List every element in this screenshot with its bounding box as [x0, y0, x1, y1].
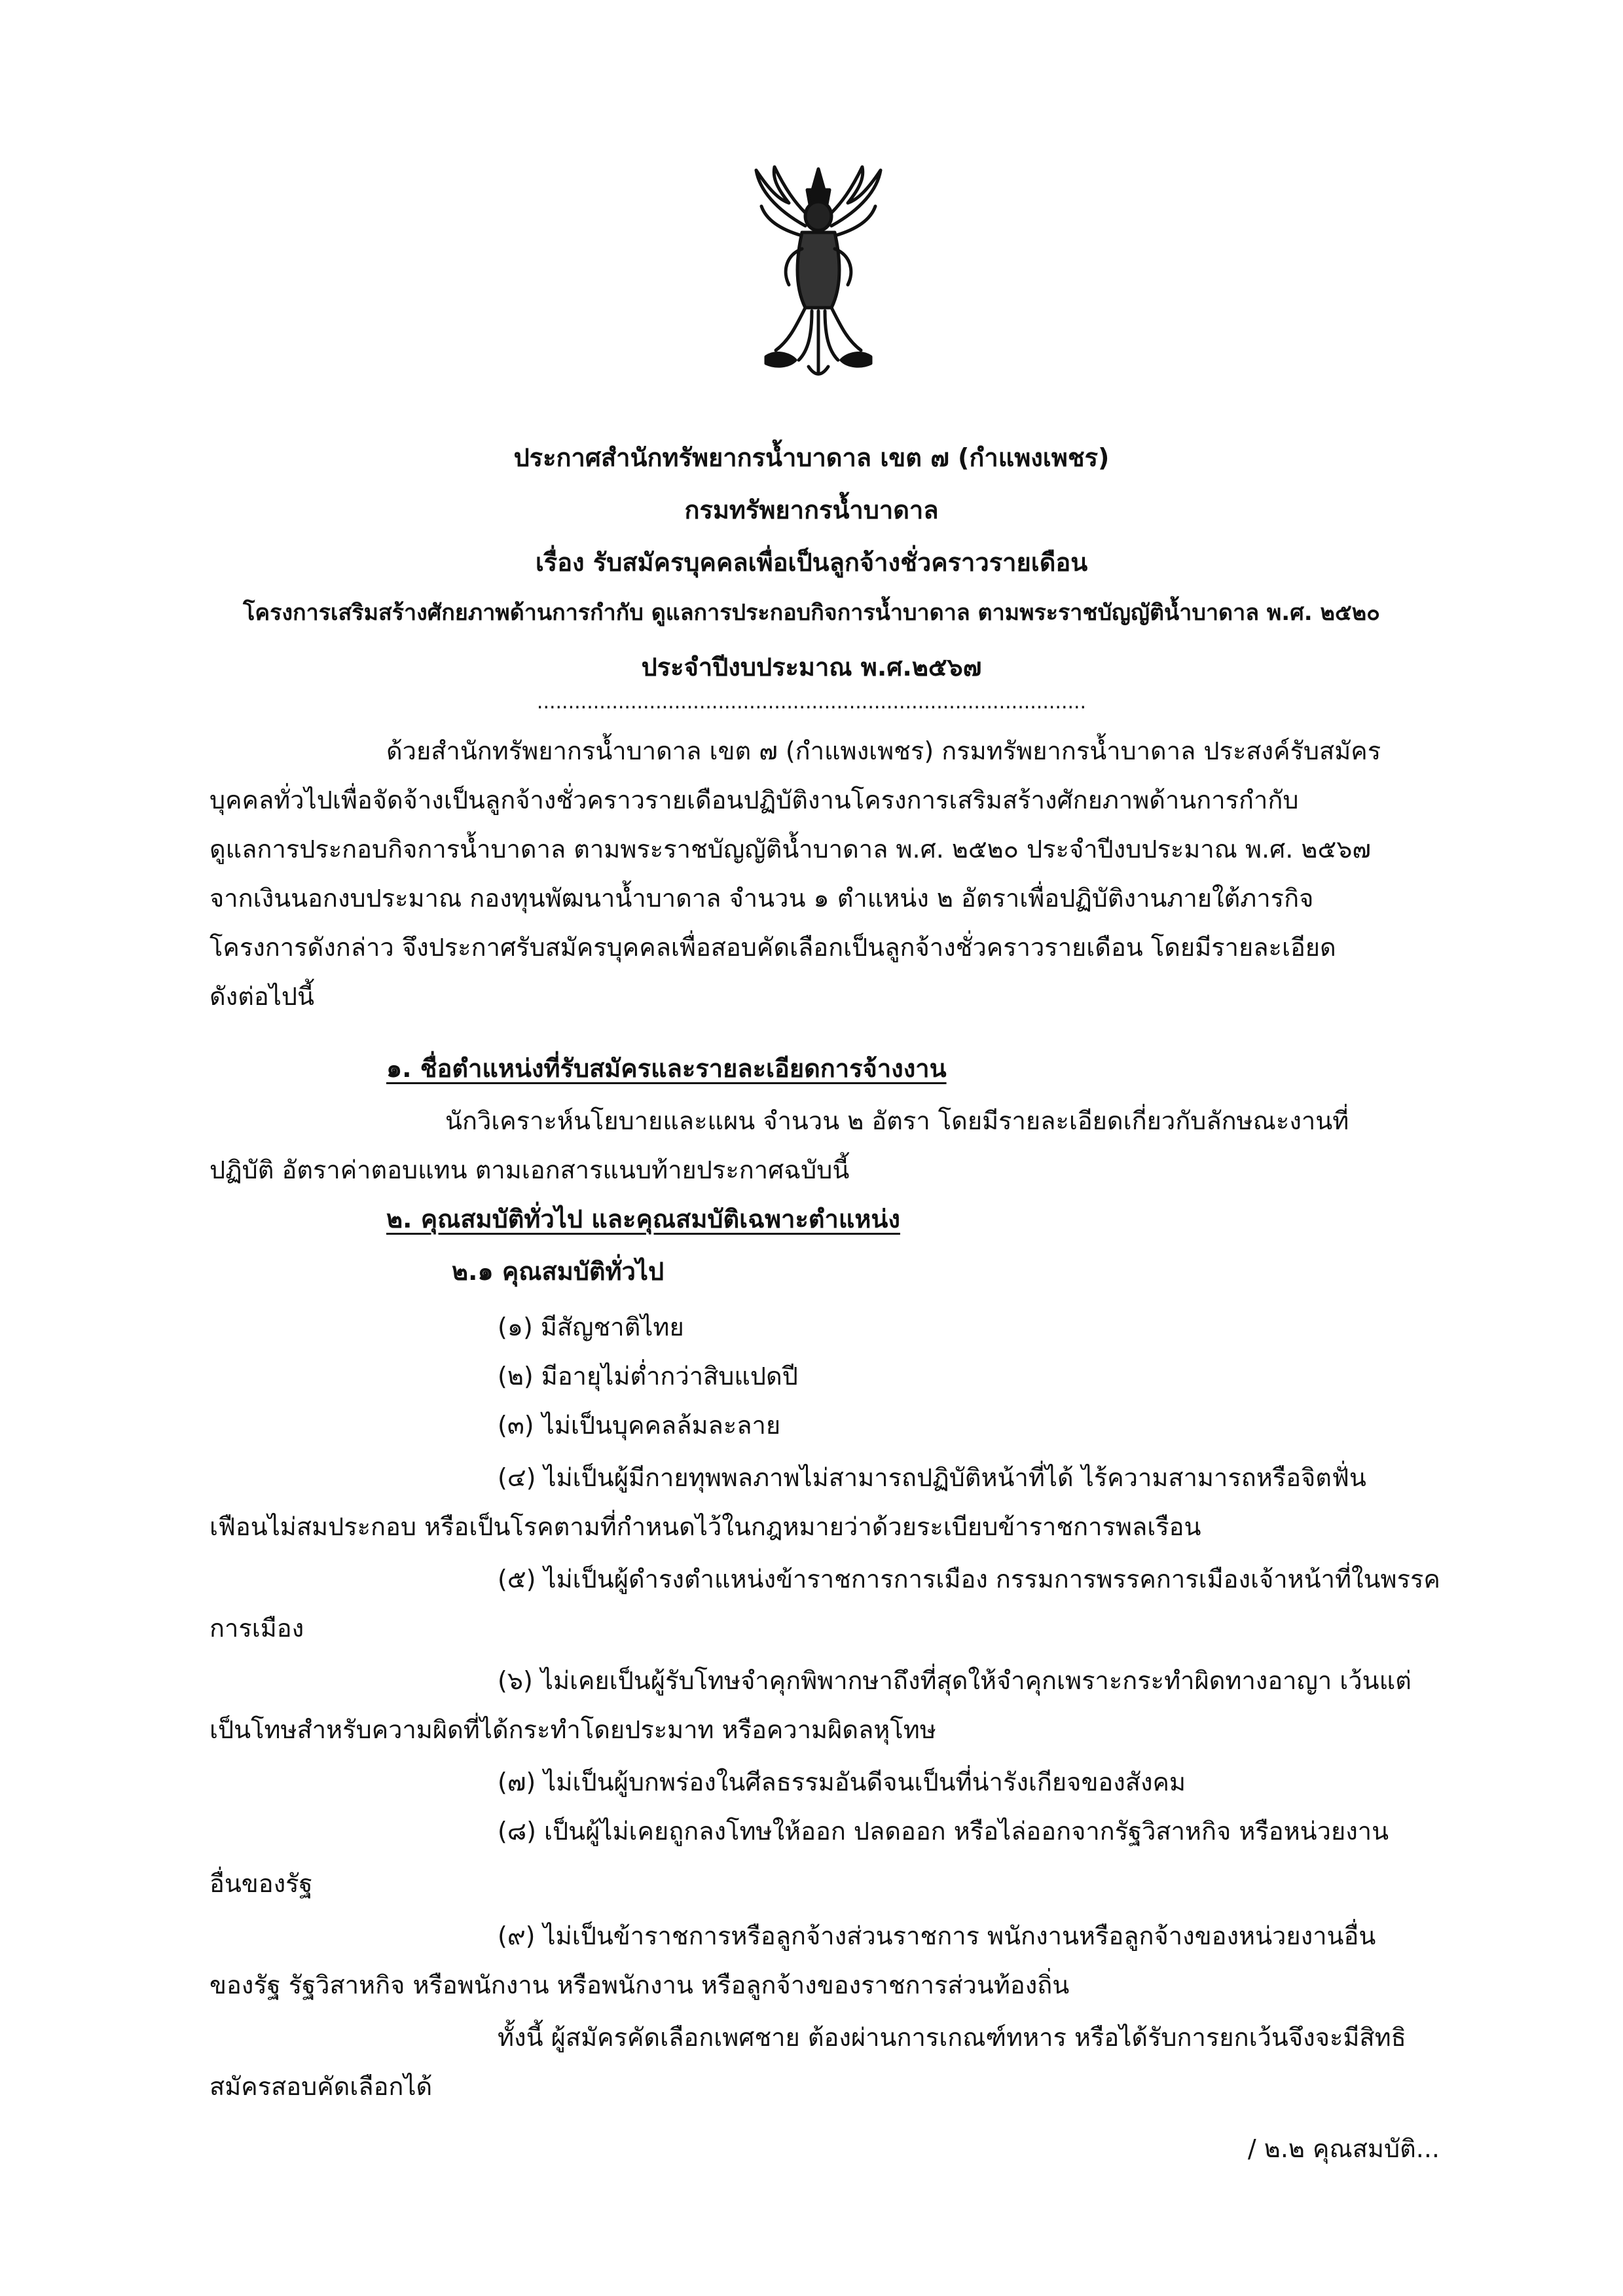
- announcement-title: ประกาศสำนักทรัพยากรน้ำบาดาล เขต ๗ (กำแพงเพชร): [513, 443, 1110, 472]
- section-1-line: ปฏิบัติ อัตราค่าตอบแทน ตามเอกสารแนบท้ายประกาศฉบับนี้: [210, 1156, 850, 1184]
- qualification-item: เป็นโทษสำหรับความผิดที่ได้กระทำโดยประมาท หรือความผิดลหุโทษ: [210, 1715, 936, 1744]
- title-separator: ........................................................................................: [536, 691, 1087, 714]
- qualification-note: สมัครสอบคัดเลือกได้: [210, 2072, 433, 2101]
- qualification-item: (๑) มีสัญชาติไทย: [498, 1313, 684, 1341]
- department-title: กรมทรัพยากรน้ำบาดาล: [684, 496, 939, 524]
- qualification-item: (๒) มีอายุไม่ต่ำกว่าสิบแปดปี: [498, 1362, 798, 1391]
- intro-line: ดังต่อไปนี้: [210, 982, 314, 1011]
- section-2-1-heading: ๒.๑ คุณสมบัติทั่วไป: [452, 1257, 665, 1286]
- qualification-item: (๓) ไม่เป็นบุคคลล้มละลาย: [498, 1411, 781, 1440]
- garuda-emblem-icon: [750, 164, 887, 380]
- qualification-item: (๔) ไม่เป็นผู้มีกายทุพพลภาพไม่สามารถปฏิบัติหน้าที่ได้ ไร้ความสามารถหรือจิตฟั่น: [498, 1463, 1366, 1492]
- intro-line: บุคคลทั่วไปเพื่อจัดจ้างเป็นลูกจ้างชั่วคราวรายเดือนปฏิบัติงานโครงการเสริมสร้างศักยภาพด้านการกำกับ: [210, 786, 1299, 814]
- qualification-item: ของรัฐ รัฐวิสาหกิจ หรือพนักงาน หรือพนักงาน หรือลูกจ้างของราชการส่วนท้องถิ่น: [210, 1971, 1070, 1999]
- qualification-item: (๘) เป็นผู้ไม่เคยถูกลงโทษให้ออก ปลดออก หรือไล่ออกจากรัฐวิสาหกิจ หรือหน่วยงาน: [498, 1817, 1389, 1846]
- qualification-item: (๕) ไม่เป็นผู้ดำรงตำแหน่งข้าราชการการเมือง กรรมการพรรคการเมืองเจ้าหน้าที่ในพรรค: [498, 1565, 1440, 1594]
- subject-title: เรื่อง รับสมัครบุคคลเพื่อเป็นลูกจ้างชั่วคราวรายเดือน: [535, 548, 1088, 577]
- intro-line: จากเงินนอกงบประมาณ กองทุนพัฒนาน้ำบาดาล จำนวน ๑ ตำแหน่ง ๒ อัตราเพื่อปฏิบัติงานภายใต้ภารกิจ: [210, 884, 1314, 913]
- section-2-heading: ๒. คุณสมบัติทั่วไป และคุณสมบัติเฉพาะตำแหน่ง: [386, 1205, 900, 1233]
- project-title: โครงการเสริมสร้างศักยภาพด้านการกำกับ ดูแลการประกอบกิจการน้ำบาดาล ตามพระราชบัญญัติน้ำบาดาล พ.ศ. ๒๕๒๐: [243, 600, 1380, 626]
- section-1-heading: ๑. ชื่อตำแหน่งที่รับสมัครและรายละเอียดการจ้างงาน: [386, 1054, 947, 1083]
- intro-line: ดูแลการประกอบกิจการน้ำบาดาล ตามพระราชบัญญัติน้ำบาดาล พ.ศ. ๒๕๒๐ ประจำปีงบประมาณ พ.ศ. ๒๕๖๗: [210, 835, 1371, 864]
- fiscal-year-title: ประจำปีงบประมาณ พ.ศ.๒๕๖๗: [641, 653, 982, 682]
- intro-line: โครงการดังกล่าว จึงประกาศรับสมัครบุคคลเพื่อสอบคัดเลือกเป็นลูกจ้างชั่วคราวรายเดือน โดยมีรายละเอียด: [210, 933, 1336, 962]
- qualification-item: การเมือง: [210, 1614, 304, 1643]
- qualification-note: ทั้งนี้ ผู้สมัครคัดเลือกเพศชาย ต้องผ่านการเกณฑ์ทหาร หรือได้รับการยกเว้นจึงจะมีสิทธิ: [498, 2023, 1406, 2052]
- qualification-item: (๖) ไม่เคยเป็นผู้รับโทษจำคุกพิพากษาถึงที่สุดให้จำคุกเพราะกระทำผิดทางอาญา เว้นแต่: [498, 1666, 1412, 1695]
- qualification-item: (๗) ไม่เป็นผู้บกพร่องในศีลธรรมอันดีจนเป็นที่น่ารังเกียจของสังคม: [498, 1768, 1186, 1796]
- qualification-item: เฟือนไม่สมประกอบ หรือเป็นโรคตามที่กำหนดไว้ในกฎหมายว่าด้วยระเบียบข้าราชการพลเรือน: [210, 1512, 1201, 1541]
- section-1-line: นักวิเคราะห์นโยบายและแผน จำนวน ๒ อัตรา โดยมีรายละเอียดเกี่ยวกับลักษณะงานที่: [445, 1106, 1349, 1135]
- qualification-item: (๙) ไม่เป็นข้าราชการหรือลูกจ้างส่วนราชการ พนักงานหรือลูกจ้างของหน่วยงานอื่น: [498, 1922, 1376, 1950]
- qualification-item: อื่นของรัฐ: [210, 1869, 313, 1898]
- intro-line: ด้วยสำนักทรัพยากรน้ำบาดาล เขต ๗ (กำแพงเพชร) กรมทรัพยากรน้ำบาดาล ประสงค์รับสมัคร: [386, 737, 1381, 765]
- continuation-marker: / ๒.๒ คุณสมบัติ...: [1247, 2134, 1440, 2163]
